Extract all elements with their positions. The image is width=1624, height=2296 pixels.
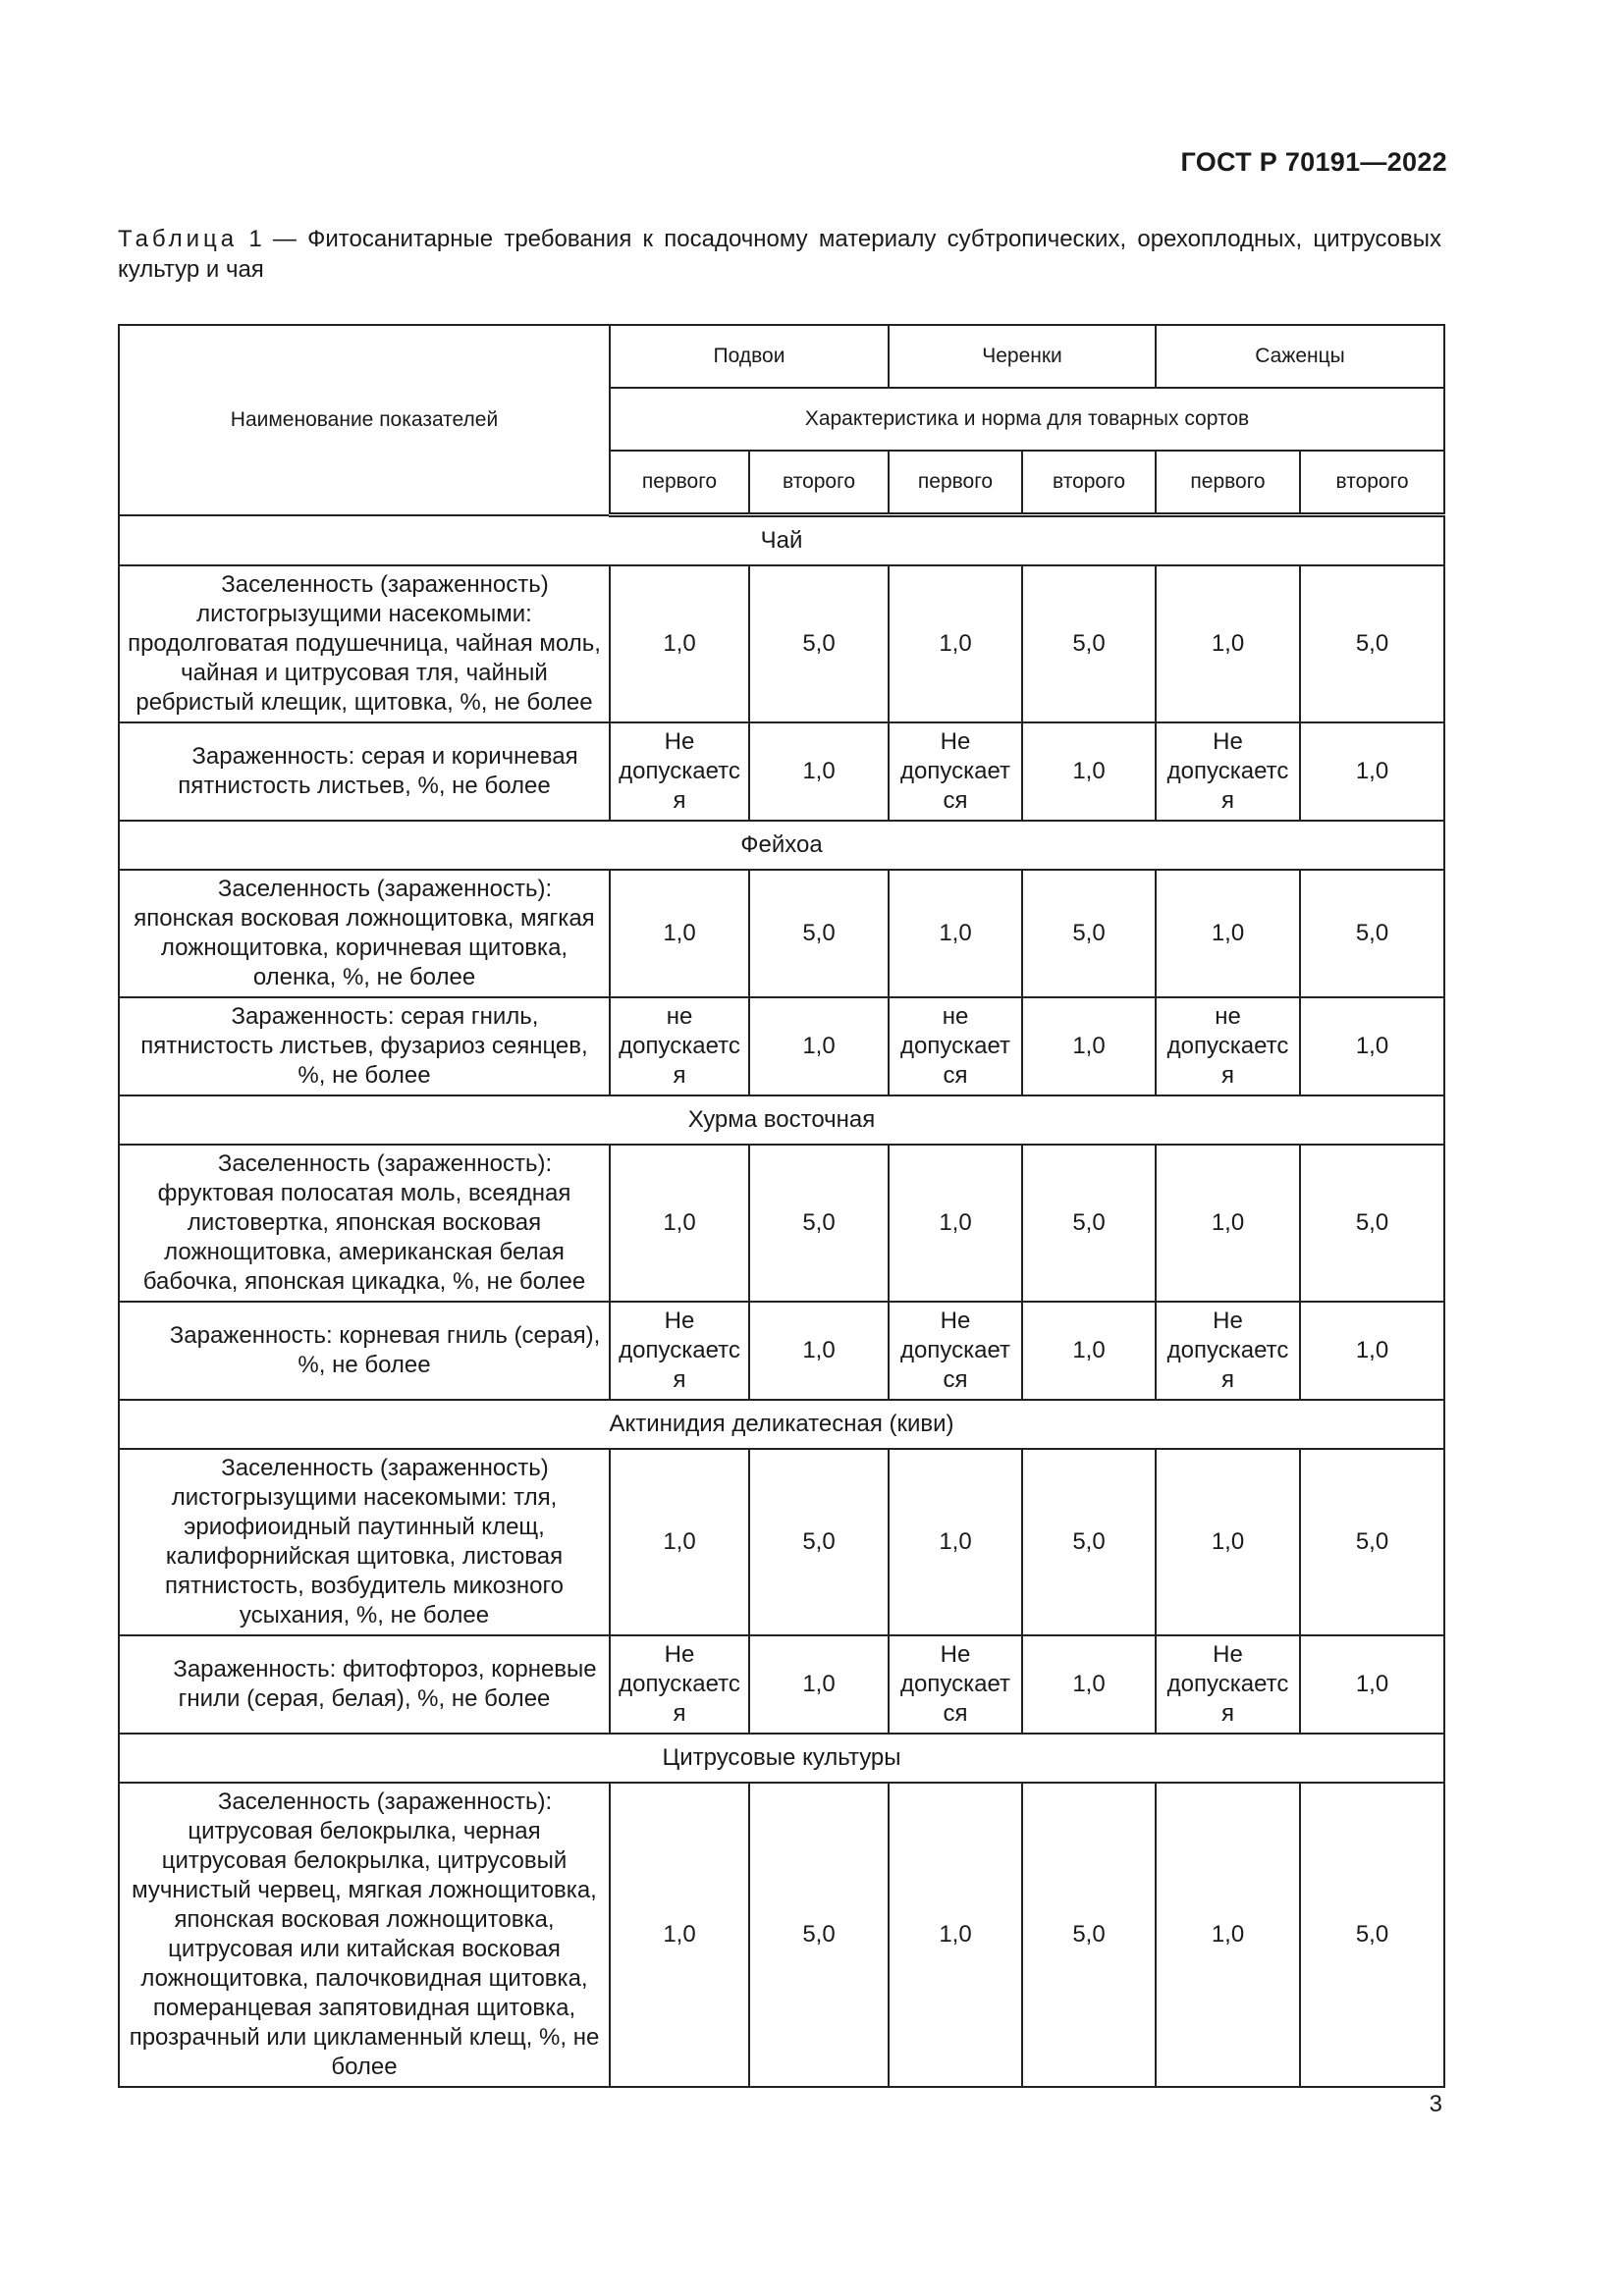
section-title: Фейхоа — [119, 821, 1444, 870]
norm-value: 1,0 — [1022, 1635, 1156, 1734]
norm-value: 1,0 — [889, 1145, 1022, 1302]
norm-value: 1,0 — [1300, 997, 1444, 1095]
indicator-name: Зараженность: корневая гниль (серая), %, не более — [119, 1302, 610, 1400]
requirements-table — [118, 324, 1445, 2088]
norm-value: 1,0 — [1156, 1783, 1300, 2087]
indicator-name: Зараженность: серая гниль, пятнистость листьев, фузариоз сеянцев, %, не более — [119, 997, 610, 1095]
norm-value: Не допускается — [610, 722, 749, 821]
norm-value: 1,0 — [1156, 1145, 1300, 1302]
page-number: 3 — [1429, 2091, 1442, 2117]
norm-value: 5,0 — [749, 1449, 889, 1635]
norm-value: 5,0 — [749, 565, 889, 722]
indicator-name: Заселенность (зараженность) листогрызущими насекомыми: продолговатая подушечница, чайная моль, чайная и цитрусовая тля, чайный ребристый клещик, щитовка, %, не более — [119, 565, 610, 722]
norm-value: 5,0 — [1022, 1449, 1156, 1635]
table-row — [119, 1302, 1444, 1400]
norm-value: Не допускается — [1156, 1302, 1300, 1400]
norm-value: 1,0 — [1022, 722, 1156, 821]
norm-value: 1,0 — [1156, 1449, 1300, 1635]
norm-value: 5,0 — [1022, 1783, 1156, 2087]
norm-value: 1,0 — [889, 1783, 1022, 2087]
norm-value: Не допускается — [610, 1635, 749, 1734]
section-title: Цитрусовые культуры — [119, 1734, 1444, 1783]
grade-label: первого — [1156, 451, 1300, 515]
norm-value: Не допускается — [889, 722, 1022, 821]
norm-value: 1,0 — [610, 1145, 749, 1302]
table-row — [119, 997, 1444, 1095]
indicator-name: Заселенность (зараженность) листогрызущими насекомыми: тля, эриофиоидный паутинный клещ, калифорнийская щитовка, листовая пятнистость, возбудитель микозного усыхания, %, не более — [119, 1449, 610, 1635]
norm-value: 5,0 — [1300, 565, 1444, 722]
indicator-name: Зараженность: фитофтороз, корневые гнили (серая, белая), %, не более — [119, 1635, 610, 1734]
caption-text: — Фитосанитарные требования к посадочному материалу субтропических, орехоплодных, цитрусовых культур и чая — [118, 226, 1441, 283]
norm-value: не допускается — [889, 997, 1022, 1095]
grade-label: второго — [1022, 451, 1156, 515]
norm-value: 1,0 — [1156, 870, 1300, 997]
table-row — [119, 1783, 1444, 2087]
norm-value: 1,0 — [749, 1635, 889, 1734]
table-row — [119, 565, 1444, 722]
norm-value: 1,0 — [1300, 1635, 1444, 1734]
section-row — [119, 1734, 1444, 1783]
norm-value: 1,0 — [749, 997, 889, 1095]
group-header-seedlings: Саженцы — [1156, 325, 1444, 388]
norm-value: 5,0 — [1022, 565, 1156, 722]
grade-label: второго — [749, 451, 889, 515]
standard-code: ГОСТ Р 70191—2022 — [1180, 147, 1447, 177]
table-caption — [118, 224, 1441, 285]
norm-value: 1,0 — [1022, 1302, 1156, 1400]
table-row — [119, 870, 1444, 997]
norm-value: 1,0 — [1022, 997, 1156, 1095]
norm-value: 5,0 — [1300, 1449, 1444, 1635]
grade-label: первого — [610, 451, 749, 515]
norm-value: 1,0 — [1300, 722, 1444, 821]
norm-value: 5,0 — [1022, 870, 1156, 997]
norm-value: 1,0 — [889, 565, 1022, 722]
section-row — [119, 515, 1444, 566]
norm-value: 5,0 — [749, 870, 889, 997]
group-header-cuttings: Черенки — [889, 325, 1156, 388]
norm-value: 1,0 — [610, 1783, 749, 2087]
table-row — [119, 1449, 1444, 1635]
section-title: Чай — [119, 515, 1444, 566]
section-title: Хурма восточная — [119, 1095, 1444, 1145]
norm-value: Не допускается — [889, 1635, 1022, 1734]
section-row — [119, 821, 1444, 870]
norm-value: 1,0 — [610, 1449, 749, 1635]
norm-value: 1,0 — [749, 722, 889, 821]
indicator-name: Зараженность: серая и коричневая пятнистость листьев, %, не более — [119, 722, 610, 821]
norm-value: Не допускается — [1156, 722, 1300, 821]
table-row — [119, 722, 1444, 821]
grade-label: первого — [889, 451, 1022, 515]
norm-value: 1,0 — [749, 1302, 889, 1400]
norm-value: 1,0 — [1300, 1302, 1444, 1400]
section-title: Актинидия деликатесная (киви) — [119, 1400, 1444, 1449]
caption-number: 1 — [248, 226, 262, 252]
table-row — [119, 1635, 1444, 1734]
section-row — [119, 1095, 1444, 1145]
norm-value: 1,0 — [610, 565, 749, 722]
norm-value: 5,0 — [749, 1145, 889, 1302]
norm-value: Не допускается — [610, 1302, 749, 1400]
norm-value: Не допускается — [1156, 1635, 1300, 1734]
norm-value: 1,0 — [1156, 565, 1300, 722]
norm-value: Не допускается — [889, 1302, 1022, 1400]
norm-value: не допускается — [1156, 997, 1300, 1095]
group-header-rootstocks: Подвои — [610, 325, 889, 388]
norm-value: 5,0 — [1022, 1145, 1156, 1302]
grade-subheader: Характеристика и норма для товарных сортов — [610, 388, 1444, 451]
section-row — [119, 1400, 1444, 1449]
name-column-header: Наименование показателей — [119, 325, 610, 515]
norm-value: 5,0 — [1300, 1783, 1444, 2087]
indicator-name: Заселенность (зараженность): фруктовая полосатая моль, всеядная листовертка, японская восковая ложнощитовка, американская белая бабочка, японская цикадка, %, не более — [119, 1145, 610, 1302]
norm-value: 1,0 — [889, 1449, 1022, 1635]
indicator-name: Заселенность (зараженность): японская восковая ложнощитовка, мягкая ложнощитовка, коричневая щитовка, оленка, %, не более — [119, 870, 610, 997]
norm-value: 1,0 — [610, 870, 749, 997]
norm-value: 5,0 — [1300, 1145, 1444, 1302]
grade-label: второго — [1300, 451, 1444, 515]
norm-value: 1,0 — [889, 870, 1022, 997]
norm-value: не допускается — [610, 997, 749, 1095]
table-row — [119, 1145, 1444, 1302]
norm-value: 5,0 — [749, 1783, 889, 2087]
indicator-name: Заселенность (зараженность): цитрусовая белокрылка, черная цитрусовая белокрылка, цитрусовый мучнистый червец, мягкая ложнощитовка, японская восковая ложнощитовка, цитрусовая или китайская восковая ложнощитовка, палочковидная щитовка, померанцевая запятовидная щитовка, прозрачный или цикламенный клещ, %, не более — [119, 1783, 610, 2087]
caption-label: Таблица — [118, 226, 239, 252]
norm-value: 5,0 — [1300, 870, 1444, 997]
